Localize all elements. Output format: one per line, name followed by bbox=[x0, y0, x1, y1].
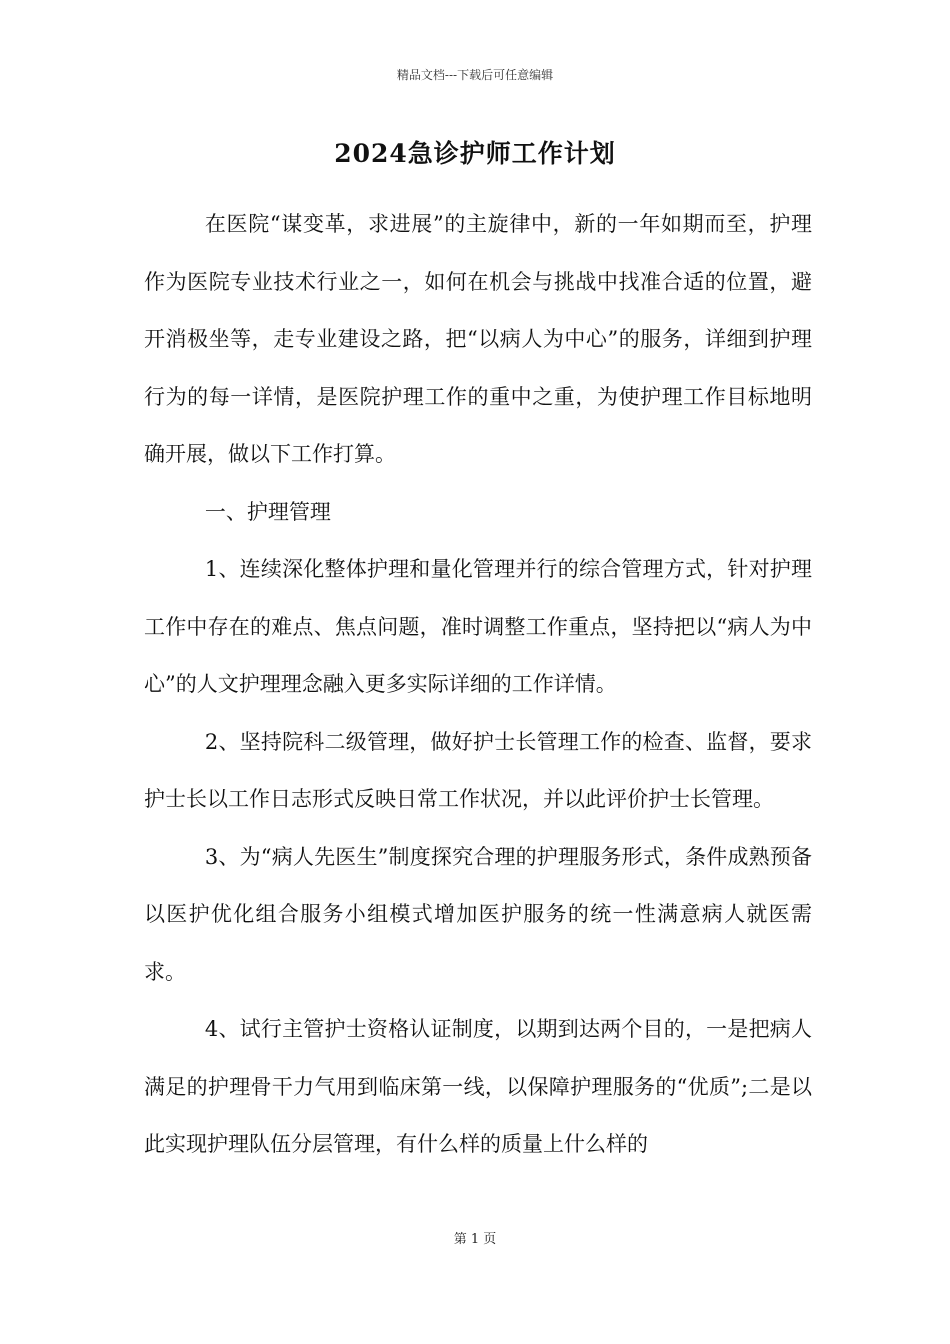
item-paragraph-1: 1、连续深化整体护理和量化管理并行的综合管理方式，针对护理工作中存在的难点、焦点问题，准时调整工作重点，坚持把以“病人为中心”的人文护理理念融入更多实际详细的工作详情。 bbox=[144, 557, 812, 696]
item-paragraph-2: 2、坚持院科二级管理，做好护士长管理工作的检查、监督，要求护士长以工作日志形式反映日常工作状况，并以此评价护士长管理。 bbox=[144, 729, 812, 811]
page-number: 第 1 页 bbox=[453, 1232, 497, 1247]
item-paragraph-4: 4、试行主管护士资格认证制度，以期到达两个目的，一是把病人满足的护理骨干力气用到临床第一线，以保障护理服务的“优质”;二是以此实现护理队伍分层管理，有什么样的质量上什么样的 bbox=[144, 1017, 812, 1156]
item-paragraph-3: 3、为“病人先医生”制度探究合理的护理服务形式，条件成熟预备以医护优化组合服务小组模式增加医护服务的统一性满意病人就医需求。 bbox=[144, 844, 812, 984]
header-note: 精品文档---下载后可任意编辑 bbox=[396, 68, 554, 82]
section-heading: 一、护理管理 bbox=[204, 499, 331, 524]
intro-paragraph: 在医院“谋变革，求进展”的主旋律中，新的一年如期而至，护理作为医院专业技术行业之一，如何在机会与挑战中找准合适的位置，避开消极坐等，走专业建设之路，把“以病人为中心”的服务，详细到护理行为的每一详情，是医院护理工作的重中之重，为使护理工作目标地明确开展，做以下工作打算。 bbox=[144, 212, 812, 466]
document-body bbox=[144, 196, 812, 1174]
document-title: 2024急诊护师工作计划 bbox=[334, 139, 616, 168]
